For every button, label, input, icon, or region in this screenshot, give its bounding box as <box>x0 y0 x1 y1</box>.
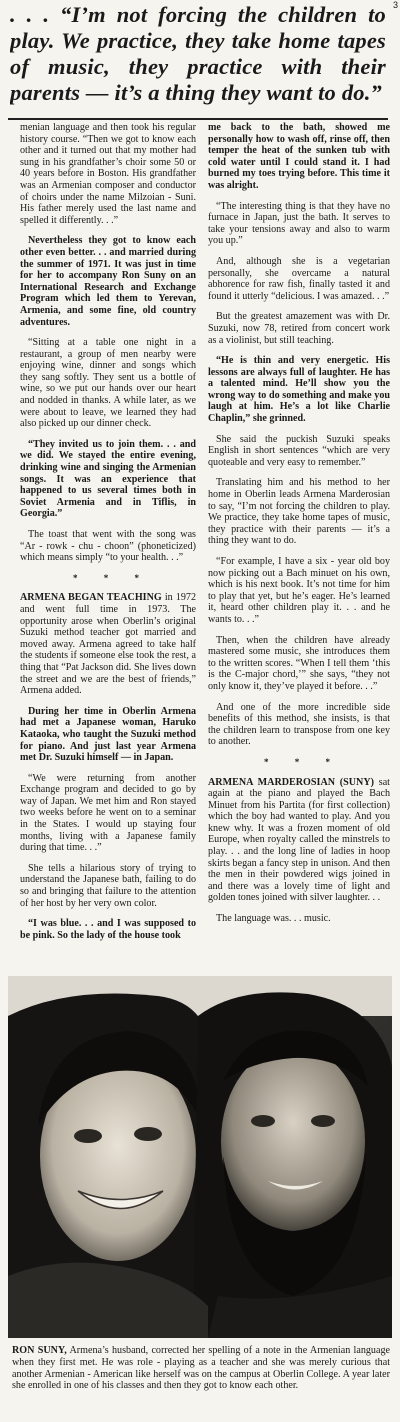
page-number: 3 <box>392 0 398 10</box>
section-lead-text: in 1972 and went full time in 1973. The opportunity arose when Oberlin’s original Suzuki method teacher got married and moved away. Armena agreed to take half the students if someone else took the rest, a thing that “Pat Jackson did. She lives down the street and we are the best of friends,” Armena added. <box>20 592 196 697</box>
article-column-2 <box>208 122 390 980</box>
article-paragraph: menian language and then took his regular history course. “Then we got to know each other and it turned out that my mother had sung in his grandfather’s choir some 50 or 40 years before in Boston. His grandfather was an Armenian composer and conductor of choirs under the name Milzoian - Suni. His father merely used the last name and spelled it differently. . .” <box>20 122 196 226</box>
section-heading: ARMENA BEGAN TEACHING <box>20 592 162 604</box>
photo-illustration <box>8 976 392 1338</box>
article-paragraph: “They invited us to join them. . . and we did. We stayed the entire evening, drinking wine and singing the Armenian songs. It was an experience that happened to us several times both in Soviet Armenia and in Tiflis, in Georgia.” <box>20 438 196 520</box>
section-divider-stars: * * * <box>264 756 342 767</box>
article-paragraph: But the greatest amazement was with Dr. Suzuki, now 78, retired from concert work as a violinist, but still teaching. <box>208 311 390 346</box>
article-paragraph: “I was blue. . . and I was supposed to be pink. So the lady of the house took <box>20 918 196 941</box>
article-paragraph: me back to the bath, showed me personally how to wash off, rinse off, then temper the heat of the sunken tub with cold water until I could stand it. I had burned my toes trying before. This time it was alright. <box>208 122 390 191</box>
article-column-1 <box>20 122 196 980</box>
caption-name: RON SUNY, <box>12 1345 67 1356</box>
pull-quote: . . . “I’m not forcing the children to play. We practice, they take home tapes of music, they practice with their parents — it’s a thing they want to do.” <box>10 2 386 105</box>
pull-quote-rule <box>8 118 388 120</box>
article-paragraph: Nevertheless they got to know each other even better. . . and married during the summer of 1971. It was just in time for her to accompany Ron Suny on an International Research and Exchange Program which led them to Yerevan, Armenia, and some fine, old country adventures. <box>20 235 196 328</box>
article-paragraph <box>20 592 196 696</box>
article-paragraph: “Sitting at a table one night in a restaurant, a group of men nearby were enjoying wine, dinner and songs which they sang softly. They sent us a bottle of wine, so we put our hands over our heart and nodded in thanks. A while later, as we were about to leave, we learned they had also picked up our dinner check. <box>20 337 196 430</box>
article-paragraph: And one of the more incredible side benefits of this method, she insists, is that the children learn to transpose from one key to another. <box>208 701 390 748</box>
photo-caption <box>12 1345 390 1419</box>
couple-photo <box>8 976 392 1338</box>
caption-text: Armena’s husband, corrected her spelling of a note in the Armenian language when they first met. He was role - playing as a teacher and she was merely curious that another Armenian - American like herself was on the campus at Oberlin College. A year later she enrolled in one of his classes and then they got to know each other. <box>12 1345 390 1392</box>
article-paragraph: “We were returning from another Exchange program and decided to go by way of Japan. We met him and Ron stayed two weeks before he went on to a seminar in the States. I would up staying four months, living with a Japanese family during that time. . .” <box>20 772 196 854</box>
section-divider-stars: * * * <box>73 572 151 583</box>
section-lead-text: sat again at the piano and played the Bach Minuet from his Partita (for first collection) which the boy had wanted to play. And you knew why. It was a frozen moment of old Europe, when royalty called the minstrels to play. . . and the long line of ladies in hoop skirts began a fancy step in unison. And then the men in their powdered wigs joined in and there was a lovely time of light and golden tones joined with silver laughter. . . <box>208 776 390 904</box>
article-paragraph: Translating him and his method to her home in Oberlin leads Armena Marderosian to say, “I’m not forcing the children to play. We practice, they take home tapes of music, they practice with their parents — it’s a thing they want to do. <box>208 477 390 547</box>
article-paragraph <box>208 777 390 905</box>
article-paragraph: “He is thin and very energetic. His lessons are always full of laughter. He has a talented mind. He’ll show you the wrong way to do something and make you laugh at him. He’s a lot like Charlie Chaplin,” she grinned. <box>208 355 390 425</box>
article-paragraph: She said the puckish Suzuki speaks English in short sentences “which are very quoteable and very easy to remember.” <box>208 433 390 468</box>
article-paragraph: The toast that went with the song was “Ar - rowk - chu - choon” (phoneticized) which means simply “to your health. . .” <box>20 529 196 564</box>
article-paragraph: “The interesting thing is that they have no furnace in Japan, just the bath. It serves to take your tensions away and also to warm you up.” <box>208 200 390 247</box>
section-heading: ARMENA MARDEROSIAN (SUNY) <box>208 776 374 788</box>
article-paragraph: “For example, I have a six - year old boy now picking out a Bach minuet on his own, which is his next book. It’s not time for him to play that yet, but he’s eager. He’s learned it, heard other children play it. . . and he wants to. . .” <box>208 556 390 625</box>
article-paragraph: Then, when the children have already mastered some music, she introduces them to the written scores. “When I tell them ‘this is the C-major chord,’” she says, “they not only know it, they’ve played it before. . .” <box>208 634 390 692</box>
article-paragraph: She tells a hilarious story of trying to understand the Japanese bath, failing to do so and bringing that failure to the attention of her host by her very own color. <box>20 862 196 909</box>
article-paragraph: The language was. . . music. <box>216 913 331 925</box>
article-paragraph: During her time in Oberlin Armena had met a Japanese woman, Haruko Kataoka, who taught the Suzuki method for piano. And just last year Armena met Dr. Suzuki himself — in Japan. <box>20 705 196 764</box>
article-paragraph: And, although she is a vegetarian personally, she overcame a natural abhorence for raw fish, finally tasted it and found it utterly “delicious. I was amazed. . .” <box>208 255 390 302</box>
